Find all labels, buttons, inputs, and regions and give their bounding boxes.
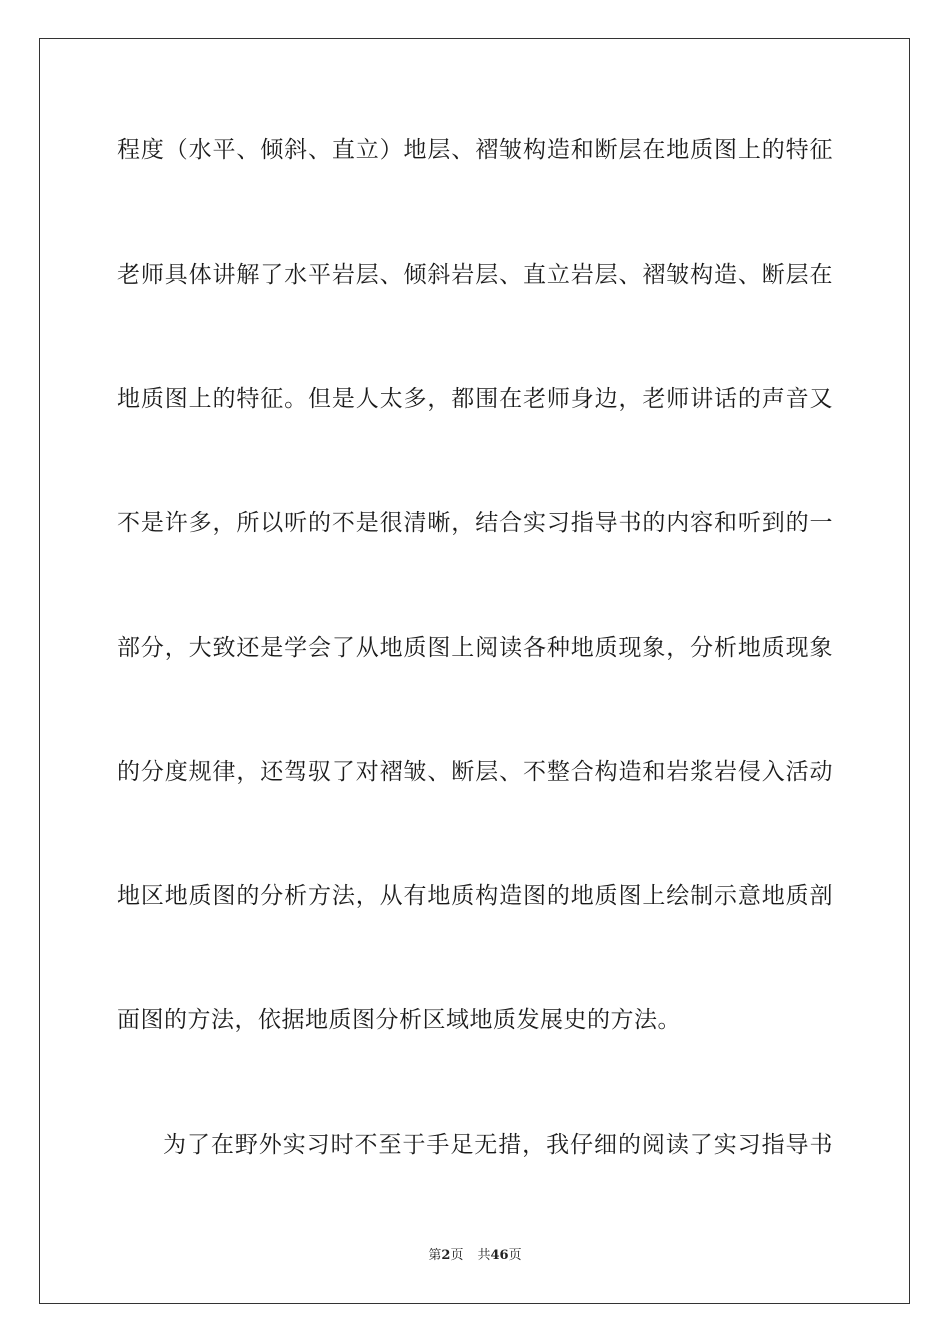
total-label-suffix: 页 bbox=[508, 1248, 522, 1263]
body-text-line-2: 老师具体讲解了水平岩层、倾斜岩层、直立岩层、褶皱构造、断层在 bbox=[117, 262, 833, 288]
page-label-prefix: 第 bbox=[428, 1248, 442, 1263]
body-text-line-3: 地质图上的特征。但是人太多，都围在老师身边，老师讲话的声音又 bbox=[117, 386, 833, 412]
body-text-line-1: 程度（水平、倾斜、直立）地层、褶皱构造和断层在地质图上的特征 bbox=[117, 137, 833, 163]
total-label-prefix: 共 bbox=[477, 1248, 491, 1263]
body-text-line-8: 面图的方法，依据地质图分析区域地质发展史的方法。 bbox=[117, 1007, 681, 1033]
body-text-line-4: 不是许多，所以听的不是很清晰，结合实习指导书的内容和听到的一 bbox=[117, 510, 833, 536]
body-text-line-7: 地区地质图的分析方法，从有地质构造图的地质图上绘制示意地质剖 bbox=[117, 883, 833, 909]
page-border bbox=[39, 38, 910, 1304]
body-text-line-5: 部分，大致还是学会了从地质图上阅读各种地质现象，分析地质现象 bbox=[117, 635, 833, 661]
page-number: 2 bbox=[441, 1248, 451, 1263]
page-label-suffix: 页 bbox=[450, 1248, 464, 1263]
body-text-line-9: 为了在野外实习时不至于手足无措，我仔细的阅读了实习指导书 bbox=[163, 1132, 833, 1158]
page-footer bbox=[0, 1247, 950, 1265]
total-pages: 46 bbox=[490, 1248, 509, 1263]
body-text-line-6: 的分度规律，还驾驭了对褶皱、断层、不整合构造和岩浆岩侵入活动 bbox=[117, 759, 833, 785]
